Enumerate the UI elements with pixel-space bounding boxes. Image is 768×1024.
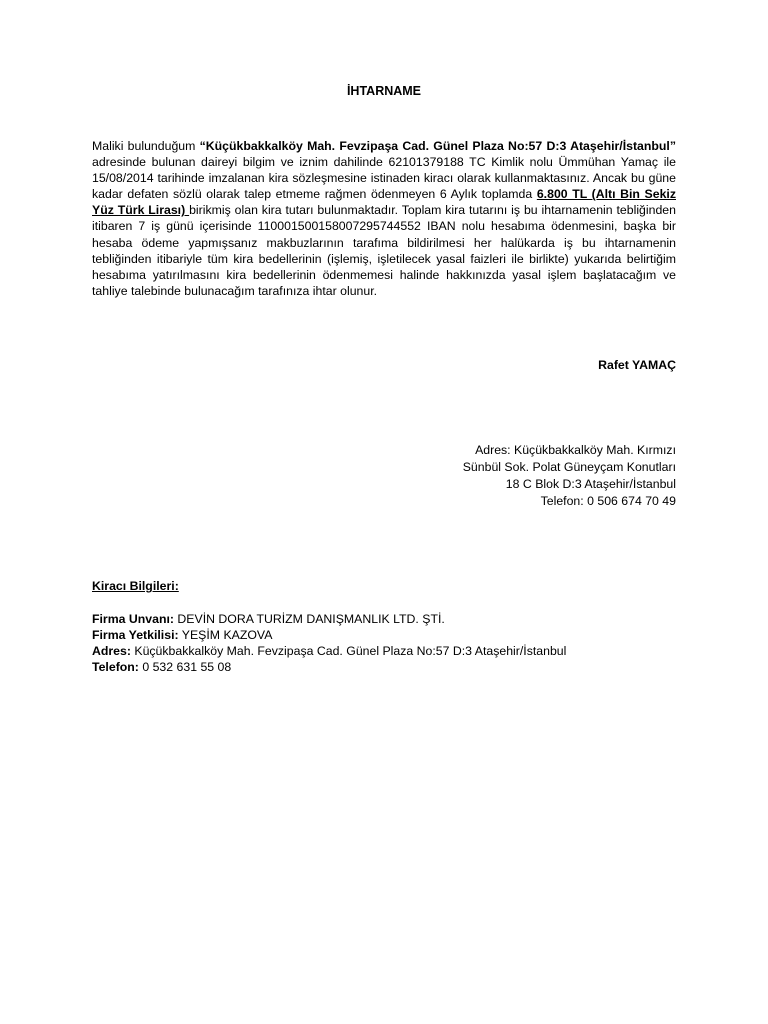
paragraph-amount: 6.800 TL (Altı Bin Sekiz Yüz Türk Lirası) [92,187,676,218]
tenant-phone-value: 0 532 631 55 08 [138,660,232,674]
paragraph-text-1: Maliki bulunduğum [92,139,200,153]
tenant-company-row [92,611,692,627]
tenant-officer-value: YEŞİM KAZOVA [178,628,273,642]
tenant-info-block [92,578,692,675]
signature-name: Rafet YAMAÇ [598,358,676,372]
sender-address-line: Adres: Küçükbakkalköy Mah. Kırmızı [475,443,676,457]
sender-address-line: Sünbül Sok. Polat Güneyçam Konutları [462,460,676,474]
tenant-address-row [92,643,692,659]
tenant-address-label: Adres: [92,644,131,658]
paragraph-property-address: “Küçükbakkalköy Mah. Fevzipaşa Cad. Günel Plaza No:57 D:3 Ataşehir/İstanbul” [199,139,676,153]
tenant-officer-label: Firma Yetkilisi: [92,628,179,642]
paragraph-text-3: birikmiş olan kira tutarı bulunmaktadır. Toplam kira tutarını iş bu ihtarnamenin tebliğinden itibaren 7 iş günü içerisinde 110001500158007295744552 IBAN nolu hesabıma ödenmesini, başka bir hesaba ödeme yapmışsanız makbuzlarının tarafıma bildirilmesi her halükarda iş bu ihtarnamenin tebliğinden itibariyle tüm kira bedellerinin (işlemiş, işletilecek yasal faizleri ile birlikte) yukarıda belirtiğim hesabıma yatırılmasını kira bedellerinin ödenmemesi halinde hakkınızda yasal işlem başlatacağım ve tahliye talebinde bulunacağım tarafınıza ihtar olunur. [92,203,676,298]
tenant-address-value: Küçükbakkalköy Mah. Fevzipaşa Cad. Günel Plaza No:57 D:3 Ataşehir/İstanbul [130,644,567,658]
tenant-officer-row [92,627,692,643]
sender-phone: Telefon: 0 506 674 70 49 [540,494,676,508]
tenant-info-heading: Kiracı Bilgileri: [92,579,179,593]
sender-address-line: 18 C Blok D:3 Ataşehir/İstanbul [505,477,676,491]
tenant-phone-label: Telefon: [92,660,139,674]
sender-address-block [463,442,676,510]
tenant-company-label: Firma Unvanı: [92,612,174,626]
document-title: İHTARNAME [346,84,422,98]
tenant-company-value: DEVİN DORA TURİZM DANIŞMANLIK LTD. ŞTİ. [174,612,445,626]
tenant-phone-row [92,659,692,675]
paragraph-text-2: adresinde bulunan daireyi bilgim ve iznim dahilinde 62101379188 TC Kimlik nolu Ümmühan Yamaç ile 15/08/2014 tarihinde imzalanan kira sözleşmesine istinaden kiracı olarak kullanmaktasınız. Ancak bu güne kadar defaten sözlü olarak talep etmeme rağmen ödenmeyen 6 Aylık toplamda [92,155,676,202]
notice-paragraph [92,138,676,299]
